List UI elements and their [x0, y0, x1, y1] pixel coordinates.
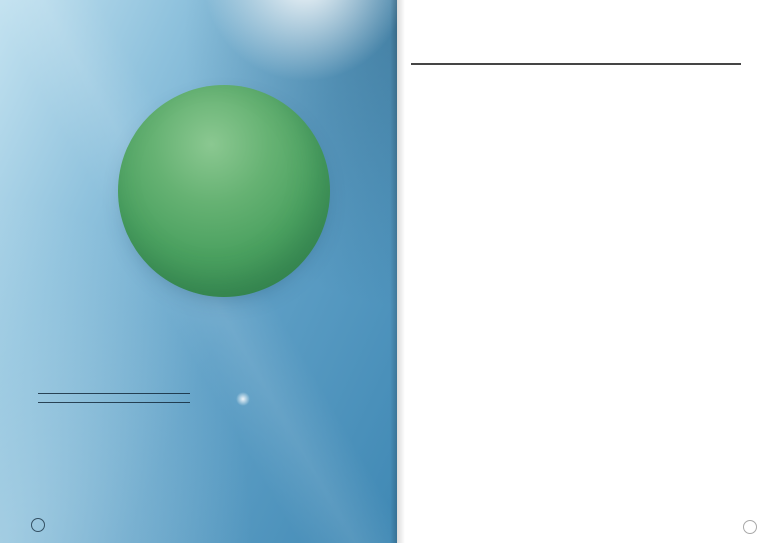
lens-flare — [236, 392, 250, 406]
operating-profit-chart — [411, 242, 741, 347]
heading-rule — [411, 63, 741, 65]
right-page — [397, 0, 768, 543]
toc — [38, 384, 190, 410]
toc-rule-top — [38, 393, 190, 394]
kpi-table-wrap — [571, 71, 741, 74]
page-number-left — [31, 518, 45, 532]
progress-timeline — [411, 373, 741, 521]
page-number-right — [743, 520, 757, 534]
toc-rule-bottom — [38, 402, 190, 403]
green-sphere-photo — [118, 85, 330, 297]
right-page-content — [411, 0, 741, 543]
